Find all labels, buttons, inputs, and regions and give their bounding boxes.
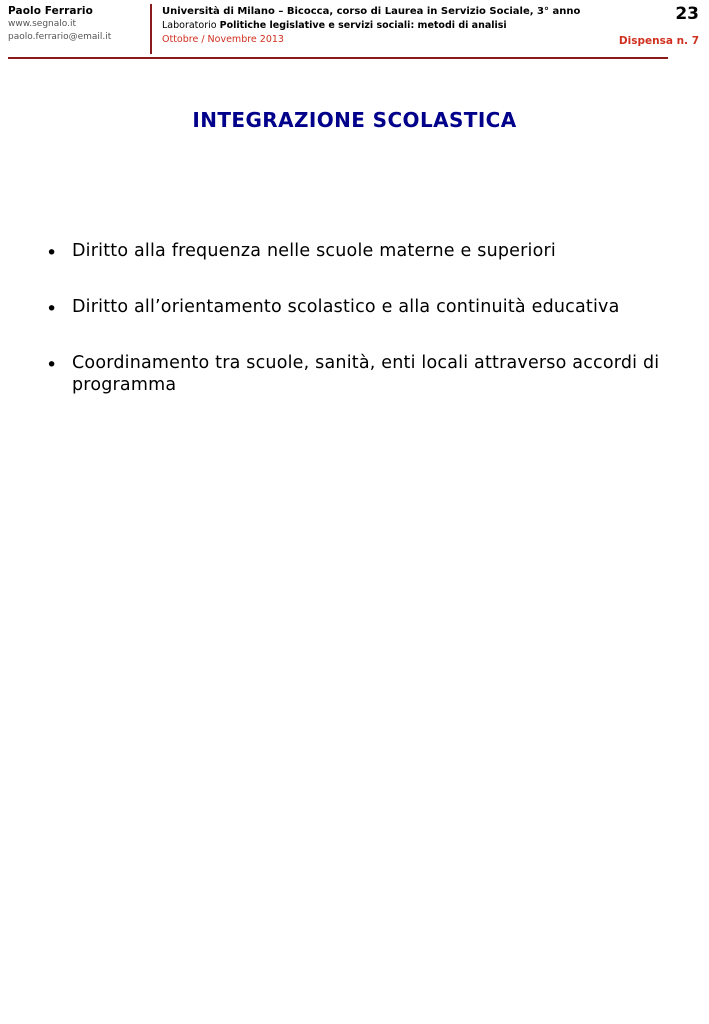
- author-block: [8, 4, 150, 44]
- lab-line: [162, 19, 591, 33]
- list-item-text: Diritto alla frequenza nelle scuole materne e superiori: [72, 241, 556, 261]
- list-item: [40, 352, 660, 396]
- handout-number: Dispensa n. 7: [618, 35, 699, 47]
- header-horizontal-rule: [8, 57, 668, 59]
- course-line: Università di Milano – Bicocca, corso di Laurea in Servizio Sociale, 3° anno: [162, 6, 581, 17]
- date-line: Ottobre / Novembre 2013: [162, 34, 284, 45]
- author-website: www.segnalo.it: [8, 19, 77, 29]
- header-right-block: [591, 4, 701, 54]
- page-number: 23: [675, 4, 699, 24]
- lab-label: Laboratorio: [162, 20, 220, 31]
- bullet-icon: •: [46, 354, 58, 376]
- author-email: paolo.ferrario@email.it: [8, 32, 112, 42]
- header-vertical-divider: [150, 4, 152, 54]
- slide-header: [0, 0, 709, 60]
- list-item-text: Coordinamento tra scuole, sanità, enti locali attraverso accordi di programma: [72, 353, 660, 395]
- bullet-icon: •: [46, 298, 58, 320]
- list-item: [40, 296, 660, 322]
- author-name: Paolo Ferrario: [8, 5, 93, 17]
- course-block: [162, 4, 591, 47]
- bullet-icon: •: [46, 242, 58, 264]
- list-item: [40, 240, 660, 266]
- bullet-list: [40, 240, 660, 426]
- slide-title: INTEGRAZIONE SCOLASTICA: [192, 108, 517, 132]
- lab-title: Politiche legislative e servizi sociali: metodi di analisi: [219, 20, 507, 31]
- list-item-text: Diritto all’orientamento scolastico e alla continuità educativa: [72, 297, 620, 317]
